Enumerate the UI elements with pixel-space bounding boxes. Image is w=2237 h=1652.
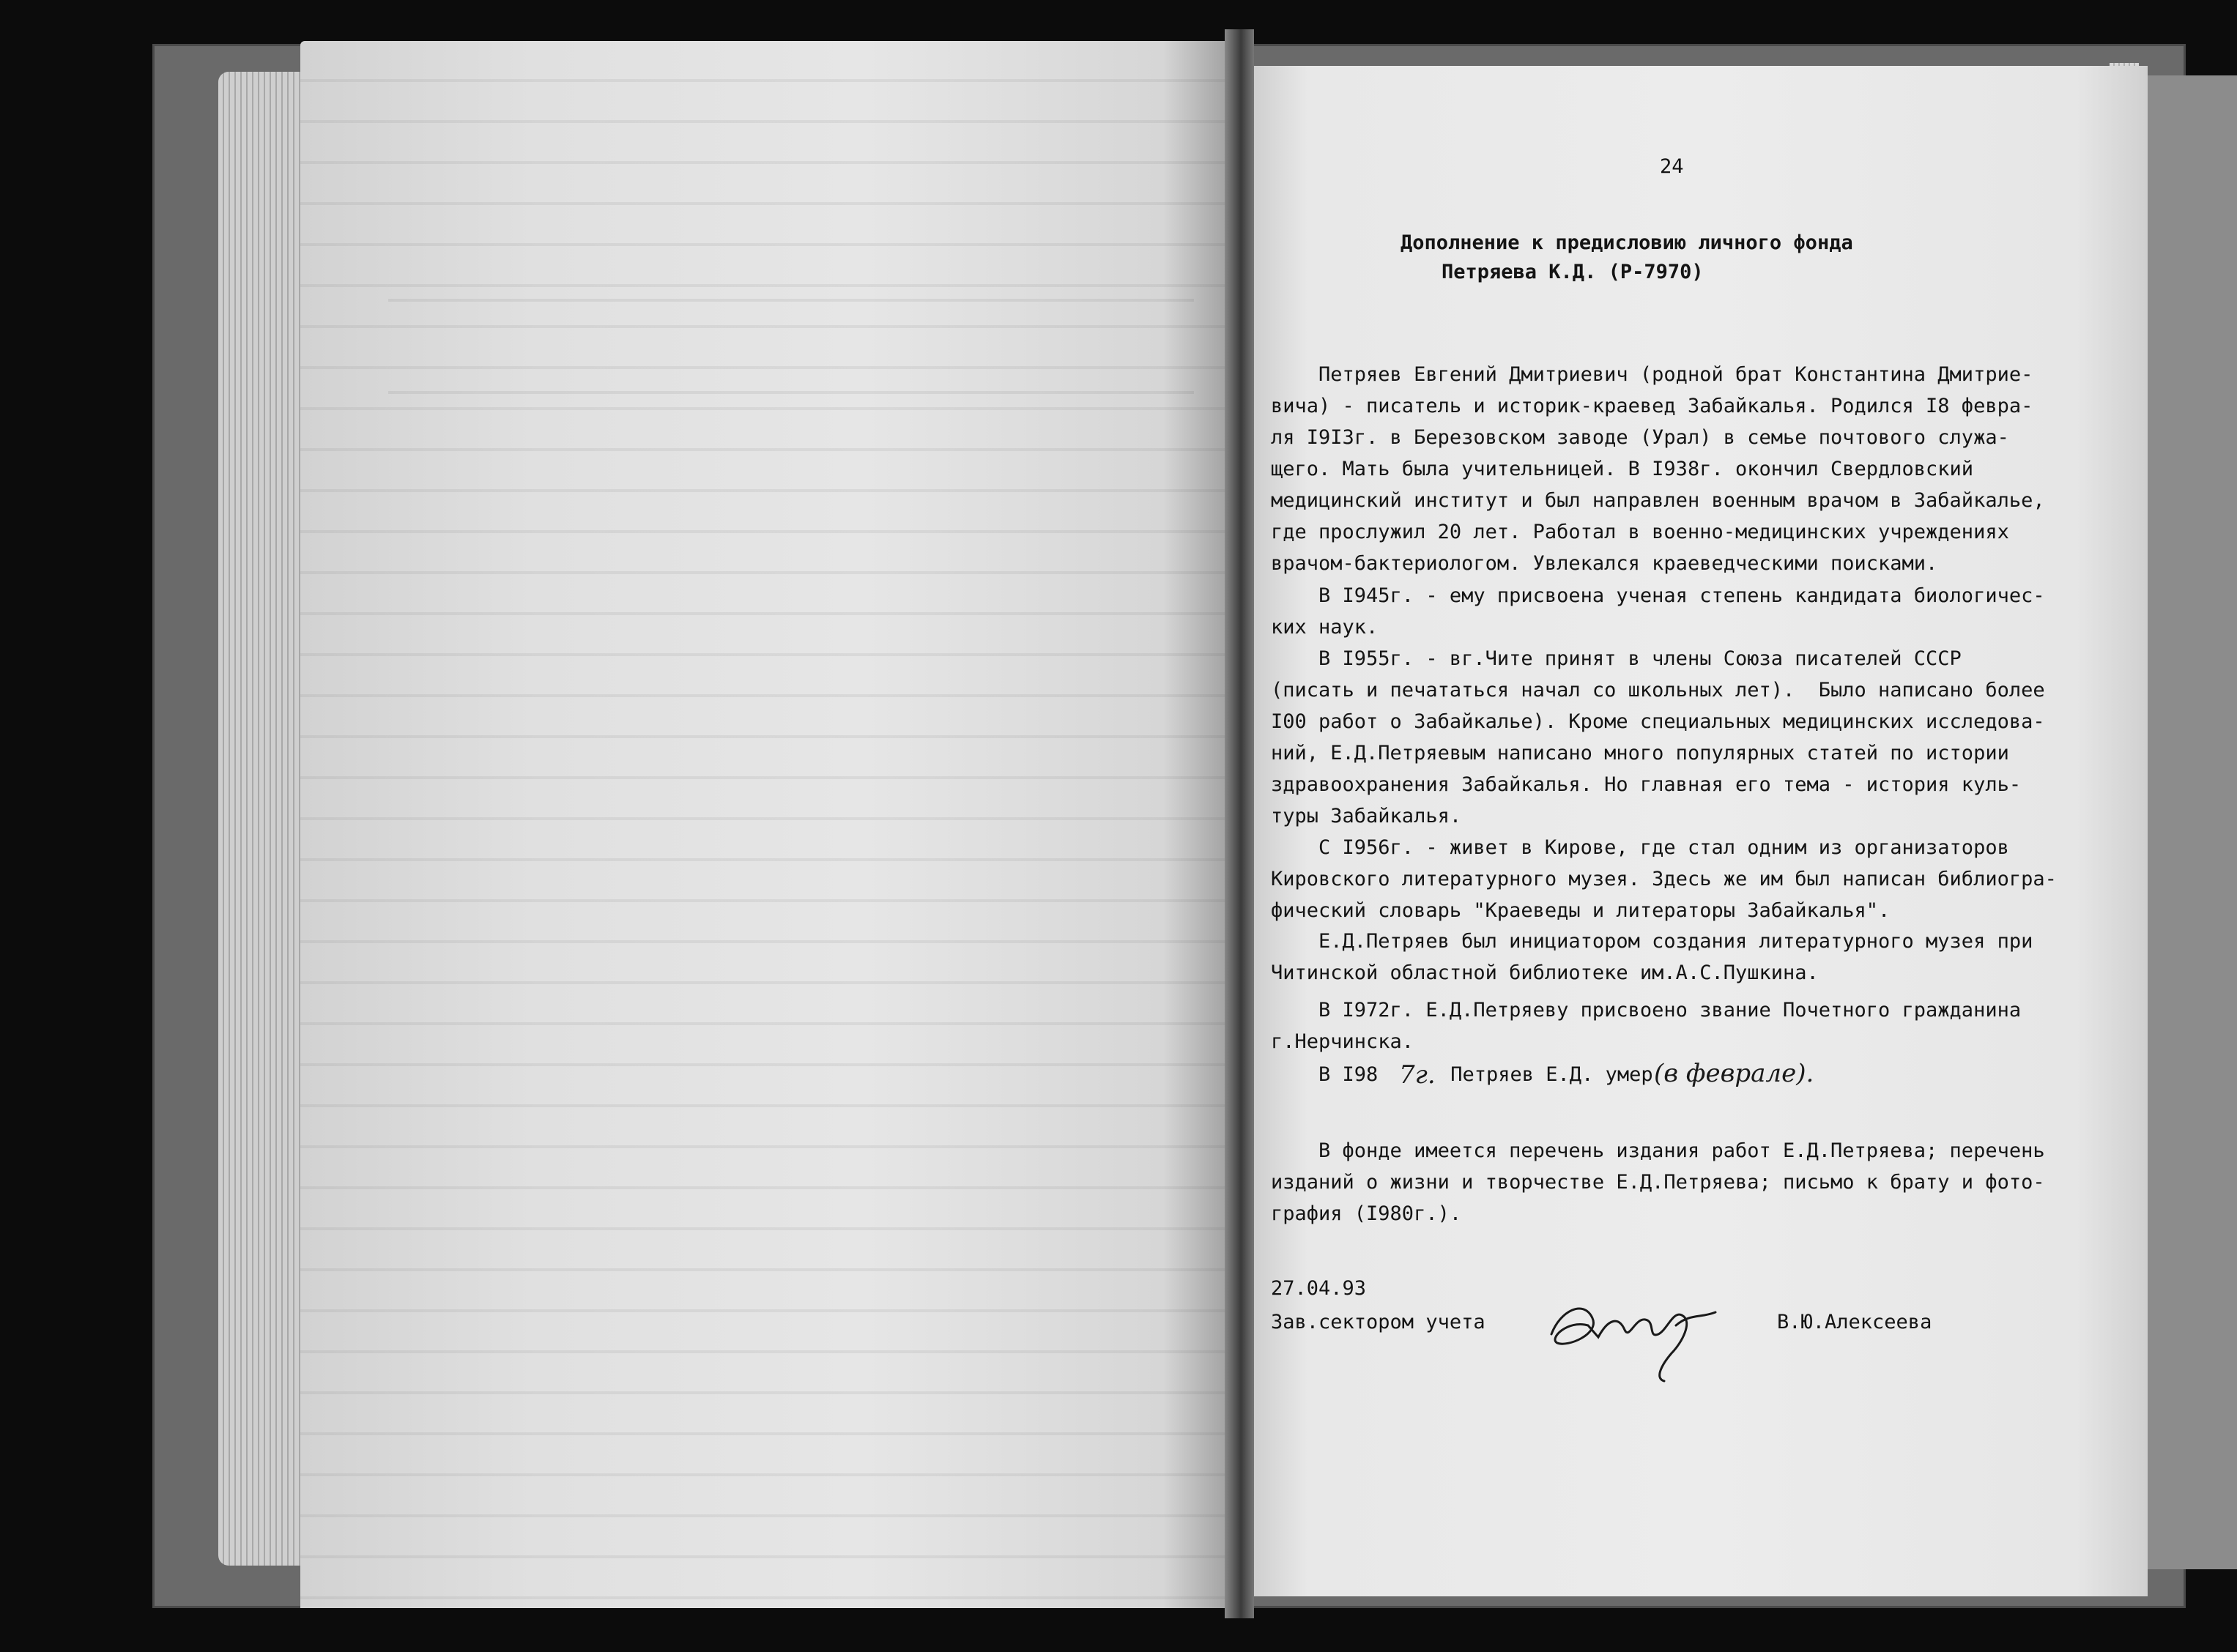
body-line: ний, Е.Д.Петряевым написано много популярных статей по истории (1271, 742, 2009, 764)
body-line: изданий о жизни и творчестве Е.Д.Петряева; письмо к брату и фото- (1271, 1171, 2045, 1194)
signer-name: В.Ю.Алексеева (1777, 1311, 1932, 1333)
body-line: ких наук. (1271, 616, 1379, 639)
body-line: медицинский институт и был направлен военным врачом в Забайкалье, (1271, 489, 2045, 512)
body-line: где прослужил 20 лет. Работал в военно-медицинских учреждениях (1271, 521, 2009, 543)
body-line: В I955г. - вг.Чите принят в члены Союза писателей СССР (1271, 647, 1962, 670)
handwritten-signature (1538, 1267, 1729, 1399)
body-line: ля I9I3г. в Березовском заводе (Урал) в семье почтового служа- (1271, 426, 2009, 449)
body-line: Кировского литературного музея. Здесь же им был написан библиогра- (1271, 868, 2057, 890)
body-line: здравоохранения Забайкалья. Но главная его тема - история куль- (1271, 773, 2022, 796)
bleed-table-rule (388, 299, 1194, 302)
body-line: Читинской областной библиотеке им.А.С.Пушкина. (1271, 961, 1819, 984)
death-year-handwritten: 7г. (1399, 1060, 1436, 1090)
body-line: В I945г. - ему присвоена ученая степень кандидата биологичес- (1271, 584, 2045, 607)
body-line: графия (I980г.). (1271, 1202, 1462, 1225)
document-date: 27.04.93 (1271, 1277, 1367, 1300)
body-line: вича) - писатель и историк-краевед Забайкалья. Родился I8 февра- (1271, 395, 2033, 417)
body-line: С I956г. - живет в Кирове, где стал одним из организаторов (1271, 836, 2009, 859)
body-line: г.Нерчинска. (1271, 1030, 1414, 1053)
document-title-line-1: Дополнение к предисловию личного фонда (1401, 231, 1853, 254)
body-line: Петряев Евгений Дмитриевич (родной брат Константина Дмитрие- (1271, 363, 2033, 386)
body-line: туры Забайкалья. (1271, 805, 1462, 827)
body-line: щего. Мать была учительницей. В I938г. окончил Свердловский (1271, 458, 1974, 480)
bleed-table-rule (388, 391, 1194, 394)
document-title-line-2: Петряева К.Д. (Р-7970) (1442, 261, 1704, 283)
body-line: (писать и печататься начал со школьных лет). Было написано более (1271, 679, 2045, 702)
death-line-typed-start: В I98 (1271, 1063, 1379, 1086)
death-note-handwritten: (в феврале). (1654, 1059, 1814, 1088)
signer-role: Зав.сектором учета (1271, 1311, 1485, 1333)
body-line: Е.Д.Петряев был инициатором создания литературного музея при (1271, 930, 2033, 953)
body-line: В фонде имеется перечень издания работ Е.Д.Петряева; перечень (1271, 1139, 2045, 1162)
page-number: 24 (1660, 155, 1684, 178)
left-page-blank (300, 41, 1238, 1608)
left-page-bleed-through (300, 41, 1238, 1608)
body-line: В I972г. Е.Д.Петряеву присвоено звание Почетного гражданина (1271, 999, 2022, 1022)
book-gutter (1225, 29, 1254, 1618)
body-line: врачом-бактериологом. Увлекался краеведческими поисками. (1271, 552, 1938, 575)
death-line-typed-end: Петряев Е.Д. умер (1439, 1063, 1653, 1086)
body-line: I00 работ о Забайкалье). Кроме специальных медицинских исследова- (1271, 710, 2045, 733)
body-line: фический словарь "Краеведы и литераторы Забайкалья". (1271, 899, 1891, 922)
